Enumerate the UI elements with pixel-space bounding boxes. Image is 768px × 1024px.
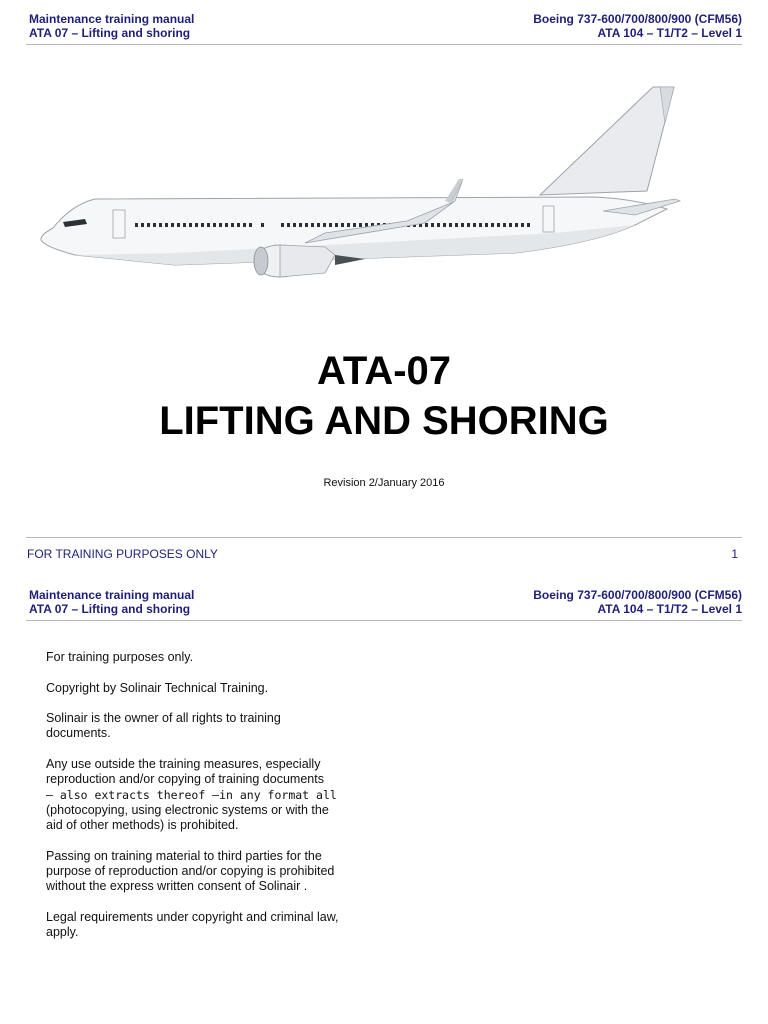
header-divider	[26, 44, 742, 45]
header-right	[533, 12, 742, 40]
aircraft-model: Boeing 737-600/700/800/900 (CFM56)	[533, 12, 742, 26]
page1-footer	[27, 547, 742, 561]
footer-divider	[26, 537, 742, 538]
paragraph-part: (photocopying, using electronic systems or with the aid of other methods) is prohibited.	[46, 802, 329, 833]
header-right	[533, 588, 742, 616]
revision-info: Revision 2/January 2016	[323, 477, 445, 489]
aircraft-model: Boeing 737-600/700/800/900 (CFM56)	[533, 588, 742, 602]
chapter-title: ATA 07 – Lifting and shoring	[29, 602, 191, 616]
paragraph: For training purposes only.	[46, 650, 194, 664]
document-title: LIFTING AND SHORING	[159, 399, 609, 443]
chapter-title: ATA 07 – Lifting and shoring	[29, 26, 191, 40]
paragraph: Copyright by Solinair Technical Training.	[46, 680, 269, 695]
header-left	[29, 12, 194, 40]
header-left	[29, 588, 194, 616]
document-code: ATA-07	[316, 349, 452, 393]
header-divider	[26, 620, 742, 621]
footer-notice: FOR TRAINING PURPOSES ONLY	[27, 547, 218, 561]
paragraph: Passing on training material to third parties for the purpose of reproduction and/or copying is prohibited without the express written consent of Solinair .	[46, 848, 335, 894]
paragraph-part: – also extracts thereof –in any format all	[46, 787, 337, 802]
ata-level: ATA 104 – T1/T2 – Level 1	[597, 602, 742, 616]
manual-title: Maintenance training manual	[29, 12, 195, 26]
aircraft-illustration	[35, 83, 685, 283]
paragraph-part: Any use outside the training measures, especially reproduction and/or copying of training documents	[46, 757, 324, 787]
paragraph: Legal requirements under copyright and criminal law, apply.	[46, 910, 339, 940]
paragraph	[46, 757, 346, 833]
page-number: 1	[731, 547, 738, 561]
manual-title: Maintenance training manual	[29, 588, 195, 602]
copyright-notice	[46, 650, 346, 956]
paragraph: Solinair is the owner of all rights to training documents.	[46, 711, 281, 741]
ata-level: ATA 104 – T1/T2 – Level 1	[597, 26, 742, 40]
